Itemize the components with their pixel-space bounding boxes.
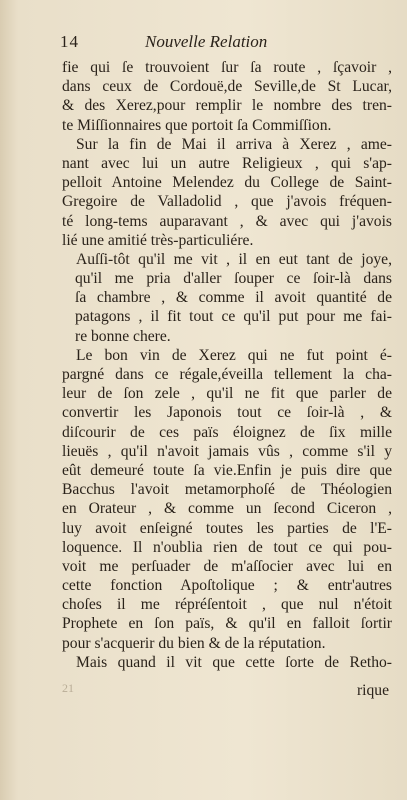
text-line: loquence. Il n'oublia rien de tout ce qui pou- <box>62 538 392 556</box>
text-line: eût demeuré toute ſa vie.Enfin je puis dire que <box>62 461 392 479</box>
text-line: convertir les Japonois tout ce ſoir-là , & <box>62 404 392 422</box>
text-line: Bacchus l'avoit metamorphoſé de Théologien <box>62 481 392 499</box>
text-line: té long-tems auparavant , & avec qui j'avois <box>62 212 392 230</box>
text-line: Mais quand il vit que cette ſorte de Retho- <box>76 653 392 671</box>
running-title: Nouvelle Relation <box>145 32 268 51</box>
text-line: choſes il me répréſentoit , que nul n'étoit <box>62 596 392 614</box>
text-line: dans ceux de Cordouë,de Seville,de St Lucar, <box>62 78 392 96</box>
text-line: re bonne chere. <box>75 327 171 345</box>
text-line: cette fonction Apoſtolique ; & entr'autres <box>62 577 392 595</box>
text-line: qu'il me pria d'aller ſouper ce ſoir-là dans <box>75 270 392 288</box>
text-line: fie qui ſe trouvoient ſur ſa route , ſçavoir , <box>62 59 392 76</box>
page-number: 14 <box>60 32 79 51</box>
text-line: en Orateur , & comme un ſecond Ciceron , <box>62 500 392 518</box>
text-line: Le bon vin de Xerez qui ne fut point é- <box>76 346 392 364</box>
body-text <box>62 58 392 672</box>
text-line: luy avoit enſeigné toutes les parties de l'E- <box>62 519 392 537</box>
text-line: pelloit Antoine Melendez du College de Saint- <box>62 174 392 192</box>
text-line: Auſſi-tôt qu'il me vit , il en eut tant de joye, <box>76 250 392 268</box>
page-header <box>60 32 390 56</box>
text-line: patagons , il fit tout ce qu'il put pour me fai- <box>75 308 392 326</box>
text-line: te Miſſionnaires que portoit ſa Commiſſion. <box>62 116 332 134</box>
text-line: ſa chambre , & comme il avoit quantité de <box>75 289 392 307</box>
text-line: nant avec lui un autre Religieux , qui s'ap- <box>62 154 392 172</box>
text-line: pour s'acquerir du bien & de la réputation. <box>62 634 326 652</box>
text-line: lié une amitié très-particuliére. <box>62 231 254 249</box>
text-line: leur de ſon zele , qu'il ne fit que parler de <box>62 385 392 403</box>
text-line: pargné dans ce régale,éveilla tellement la cha- <box>62 366 392 383</box>
text-line: diſcourir de ces païs éloignez de ſix mille <box>62 423 392 441</box>
text-line: lieuës , qu'il n'avoit jamais vûs , comme s'il y <box>62 442 392 460</box>
catchword: rique <box>356 682 389 699</box>
text-line: & des Xerez,pour remplir le nombre des tren- <box>62 97 392 115</box>
text-line: Sur la fin de Mai il arriva à Xerez , ame- <box>76 135 392 153</box>
text-line: Prophete en ſon païs, & qu'il en falloit ſortir <box>62 615 392 633</box>
text-line: Gregoire de Valladolid , que j'avois fréquen- <box>62 193 392 211</box>
text-line: voit me perſuader de m'aſſocier avec lui en <box>62 557 392 575</box>
signature-mark: 21 <box>62 681 74 695</box>
